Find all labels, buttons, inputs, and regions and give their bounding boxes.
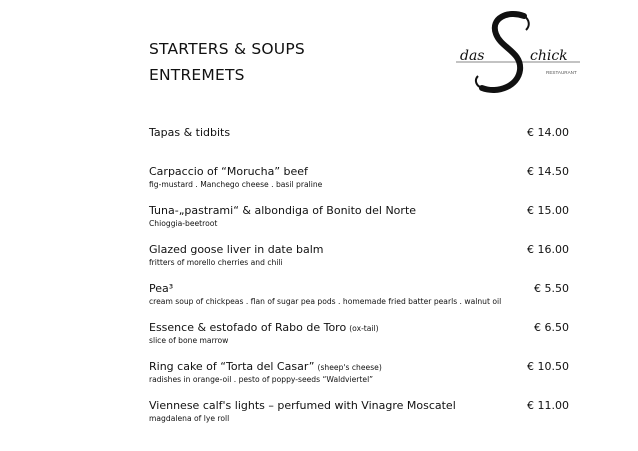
menu-item-price: € 6.50 [534,321,569,334]
restaurant-logo [438,8,586,100]
menu-item-description: slice of bone marrow [149,336,229,345]
menu-item-price: € 15.00 [527,204,569,217]
menu-item-price: € 14.00 [527,126,569,139]
menu-item-name: Ring cake of “Torta del Casar” [149,360,315,373]
menu-item-description: radishes in orange-oil . pesto of poppy-seeds “Waldviertel” [149,375,374,384]
menu-list [149,126,569,438]
menu-item-description: fritters of morello cherries and chili [149,258,283,267]
menu-item [149,204,569,243]
section-heading-entremets: ENTREMETS [149,66,245,84]
menu-item [149,126,569,165]
svg-text:chick: chick [530,48,568,64]
menu-item-description: Chioggia-beetroot [149,219,218,228]
menu-item-price: € 11.00 [527,399,569,412]
section-heading-starters: STARTERS & SOUPS [149,40,305,58]
menu-item [149,321,569,360]
menu-item [149,360,569,399]
menu-item [149,282,569,321]
menu-item-price: € 16.00 [527,243,569,256]
menu-item-description: magdalena of lye roll [149,414,230,423]
menu-item-name: Carpaccio of “Morucha” beef [149,165,308,178]
menu-item-note: (ox-tail) [349,324,379,333]
svg-text:das: das [460,48,485,64]
menu-item-name: Tuna-„pastrami“ & albondiga of Bonito del Norte [149,204,417,217]
menu-item-note: (sheep's cheese) [317,363,382,372]
menu-item-price: € 5.50 [534,282,569,295]
menu-item [149,243,569,282]
logo-subtitle: RESTAURANT [546,70,577,75]
menu-item-price: € 14.50 [527,165,569,178]
menu-item [149,399,569,438]
menu-item-name: Glazed goose liver in date balm [149,243,324,256]
menu-item-name: Pea³ [149,282,174,295]
menu-item-description: fig-mustard . Manchego cheese . basil praline [149,180,323,189]
menu-item [149,165,569,204]
menu-item-description: cream soup of chickpeas . flan of sugar pea pods . homemade fried batter pearls . walnut oil [149,297,502,306]
menu-item-name: Viennese calf's lights – perfumed with Vinagre Moscatel [149,399,456,412]
menu-item-name: Essence & estofado of Rabo de Toro [149,321,347,334]
menu-item-price: € 10.50 [527,360,569,373]
menu-item-name: Tapas & tidbits [149,126,231,139]
